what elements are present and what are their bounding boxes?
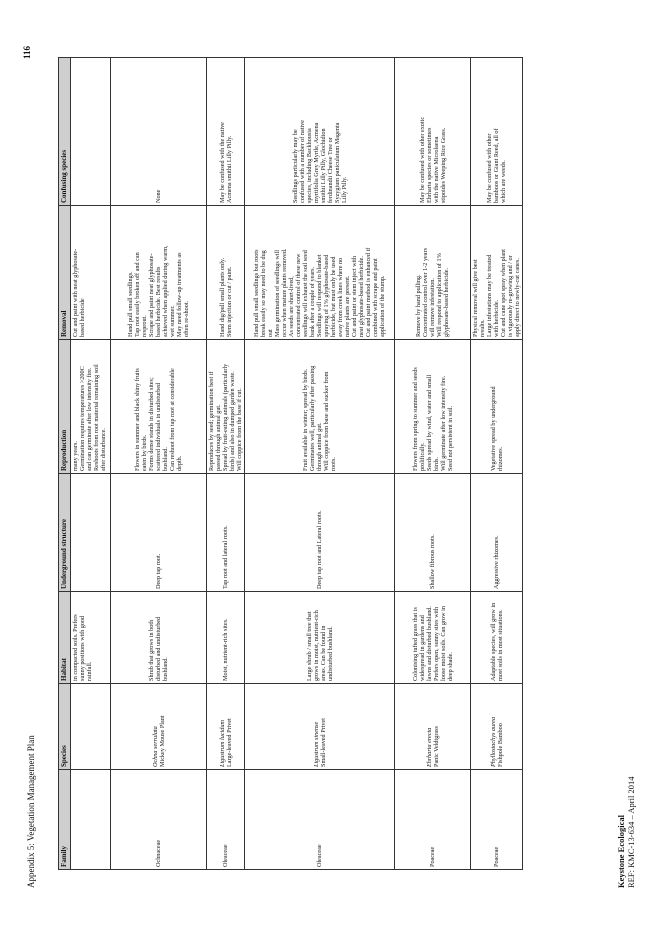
confusing-cell [71, 58, 111, 206]
reproduction-line: Flowers from spring to summer and seeds [411, 367, 419, 471]
habitat-line: undisturbed bushland. [326, 626, 334, 681]
species-scientific-name: Ochna serrulata [151, 726, 159, 767]
habitat-line: rainfall. [86, 661, 93, 681]
removal-cell [471, 206, 523, 340]
species-table [58, 57, 523, 870]
removal-line: bank after a couple of years. [309, 266, 316, 337]
reproduction-line: rhizomes. [496, 446, 504, 471]
reproduction-line: Will germinate after low intensity fire. [439, 375, 447, 471]
table-body [71, 58, 523, 870]
family-cell: Oleaceae [245, 770, 395, 870]
confusing-line: May be confused with other exotic [418, 116, 426, 203]
removal-line: apply direct to newly-cut canes. [514, 258, 521, 337]
removal-cell [71, 206, 111, 340]
removal-line: neat glyphosate-based herbicide. [358, 256, 365, 337]
confusing-line: Acmena smithii Lilly Pilly. [225, 135, 233, 203]
removal-line: away from creek lines where no [337, 257, 344, 337]
confusing-line: with the native Microlaena [432, 136, 440, 203]
confusing-line: confused with a number of native [298, 120, 306, 203]
removal-line: As seeds are short-lived, [288, 276, 295, 337]
removal-line: out [267, 329, 274, 337]
reproduction-line: Reshoots from root material remaining soil [93, 364, 100, 471]
family-cell [71, 770, 111, 870]
removal-line: results. [479, 319, 486, 337]
removal-line: Cut and paint method is enhanced if [365, 247, 372, 337]
removal-line: Cut and paint or stem inject with [351, 255, 358, 337]
underground-line: Tap root and lateral roots. [222, 525, 229, 589]
reproduction-line: eaten by birds. [141, 434, 148, 471]
confusing-cell [111, 58, 207, 206]
habitat-cell [71, 592, 111, 684]
habitat-cell [245, 592, 395, 684]
removal-line: spraying of 1% glyphosate-based [323, 254, 330, 337]
reproduction-line: depth. [176, 455, 183, 471]
removal-line: Stem injection or cut / paint. [225, 266, 233, 337]
col-confusing: Confusing species [59, 58, 71, 206]
removal-line: based herbicide. Best results [155, 266, 162, 337]
habitat-cell [471, 592, 523, 684]
habitat-line: widespread in gardens and [418, 615, 426, 681]
page-number: 116 [22, 46, 32, 60]
reproduction-line: roots. [330, 457, 337, 471]
reproduction-line: bushland. [162, 447, 169, 471]
reproduction-line: prolifically. [418, 442, 426, 471]
removal-line: glyphosate-based herbicide. [443, 267, 450, 337]
species-cell [395, 684, 471, 770]
removal-line: will remove infestation. [429, 278, 436, 337]
habitat-line: areas. Can be found in [319, 625, 327, 681]
reproduction-cell [207, 340, 245, 474]
removal-cell [111, 206, 207, 340]
confusing-line: None [155, 189, 162, 203]
table-row [471, 58, 523, 870]
species-common-name: Panic Veldtgrass [432, 726, 440, 767]
col-underground: Underground structure [59, 474, 71, 592]
confusing-line: ferdinandii Cheese Tree or [326, 137, 334, 203]
removal-line: Cut and cane spot spray when plant [500, 249, 507, 337]
reproduction-cell [471, 340, 523, 474]
col-removal: Removal [59, 206, 71, 340]
habitat-line: bushland. [162, 657, 169, 681]
confusing-line: which are weeds. [500, 160, 507, 203]
species-scientific-name: Ligustrum lucidum [218, 720, 226, 767]
reproduction-line: Flowers in summer and black shiny fruits [134, 368, 141, 471]
habitat-line: disturbed and undisturbed [155, 616, 162, 681]
removal-line: resprout. [141, 315, 148, 337]
removal-line: Concentrated control over 1-2 years [422, 248, 429, 337]
underground-line: Deep tap root. [155, 553, 162, 589]
reproduction-line: Vegetative spread by underground [489, 386, 497, 471]
table-row [245, 58, 395, 870]
removal-line: Tap root easily broken off and can [134, 252, 141, 337]
col-habitat: Habitat [59, 592, 71, 684]
removal-line: Seedlings will respond to blanket [316, 254, 323, 337]
removal-line: wet summer. [169, 305, 176, 337]
reproduction-line: Fruit available in winter; spread by birds. [302, 368, 309, 471]
removal-line: Hand dig/pull small plants only. [218, 257, 226, 337]
footer-company: Keystone Ecological [616, 815, 626, 888]
confusing-line: May be confused with other [486, 133, 493, 203]
reproduction-line: Forms dense stands in disturbed sites; [148, 377, 155, 471]
habitat-line: in compacted soils. Prefers [72, 614, 79, 681]
reproduction-line: scattered individuals in undisturbed [155, 382, 162, 471]
habitat-line: Large shrub / small tree that [305, 611, 313, 681]
underground-line: Shallow fibrous roots. [429, 534, 436, 589]
confusing-line: species, including Backhousia [305, 128, 313, 203]
habitat-line: deep shade. [446, 652, 454, 681]
species-common-name: Small-leaved Privet [319, 718, 327, 767]
habitat-line: grows in moist, nutrient-rich [312, 610, 320, 681]
habitat-line: lawns and disturbed bushland. [425, 606, 433, 681]
reproduction-line: after disturbance. [100, 428, 107, 471]
confusing-cell [245, 58, 395, 206]
reproduction-line: birds) and also in dumped garden waste. [229, 371, 236, 471]
table-row [395, 58, 471, 870]
reproduction-line: Germinates well, particularly after passing [309, 365, 316, 471]
footer [616, 777, 636, 888]
species-scientific-name: Phyllostachys aurea [489, 716, 497, 767]
removal-line: based herbicide [79, 298, 86, 337]
species-cell [71, 684, 111, 770]
species-common-name: Mickey Mouse Plant [158, 715, 166, 767]
removal-line: achieved when applied during warm, [162, 245, 169, 337]
species-scientific-name: Ligustrum sinense [312, 721, 320, 767]
reproduction-line: and can germinate after low intensity fire. [86, 367, 93, 471]
reproduction-cell [71, 340, 111, 474]
removal-line: Hand pull small seedlings. [127, 271, 134, 337]
reproduction-line: Can reshoot from tap root at considerable [169, 368, 176, 471]
removal-line: is vigorously re-growing and / or [507, 255, 514, 337]
confusing-line: stipoides Weeping Rice Grass. [439, 127, 447, 203]
confusing-cell [207, 58, 245, 206]
table-row [111, 58, 207, 870]
col-species: Species [59, 684, 71, 770]
removal-line: Hand pull small seedlings but roots [253, 249, 260, 337]
removal-line: Physical removal will give best [472, 259, 479, 337]
habitat-cell [111, 592, 207, 684]
habitat-line: Moist, nutrient-rich sites. [222, 618, 229, 681]
underground-cell [395, 474, 471, 592]
reproduction-line: birds. [432, 457, 440, 471]
species-cell [111, 684, 207, 770]
habitat-cell [207, 592, 245, 684]
habitat-line: Prefers open, sunny sites with [432, 606, 440, 681]
removal-line: Remove by hand pulling. [415, 274, 422, 337]
reproduction-line: many years. [72, 441, 79, 471]
habitat-line: Adaptable species, will grow in [489, 602, 497, 681]
underground-cell [71, 474, 111, 592]
underground-cell [111, 474, 207, 592]
removal-line: May need follow-up treatments as [176, 252, 183, 337]
underground-line: Aggressive rhizomes. [493, 535, 500, 589]
removal-cell [207, 206, 245, 340]
appendix-title: Appendix 5: Vegetation Management Plan [26, 735, 36, 888]
habitat-line: most soils in most situations. [496, 609, 504, 681]
habitat-line: Shrub that grows in both [148, 619, 155, 681]
habitat-cell [395, 592, 471, 684]
reproduction-cell [111, 340, 207, 474]
reproduction-line: Spread by fruit-eating animals (particularly [222, 363, 229, 471]
confusing-line: May be confused with the native [218, 122, 226, 203]
removal-line: break easily so may need to be dug [260, 250, 267, 337]
habitat-line: Colonising tufted grass that is [411, 607, 419, 681]
reproduction-line: Seed not persistent in soil. [446, 405, 454, 471]
reproduction-cell [245, 340, 395, 474]
removal-line: herbicide, but must only be used [330, 256, 337, 337]
removal-line: application of the stump. [379, 275, 386, 337]
family-cell: Poaceae [395, 770, 471, 870]
table-row [71, 58, 111, 870]
habitat-line: sunny positions with good [79, 615, 86, 681]
removal-line: seedlings will exhaust the soil seed [302, 250, 309, 337]
reproduction-line: Seeds spread by wind, water and small [425, 374, 433, 471]
habitat-line: loose moist soils. Can grow in [439, 606, 447, 681]
removal-line: concentrated control of these new [295, 253, 302, 337]
reproduction-line: Will coppice from base and sucker from [323, 371, 330, 471]
confusing-cell [471, 58, 523, 206]
species-common-name: Fishpole Bamboo [496, 723, 504, 767]
removal-line: with herbicide. [493, 299, 500, 337]
underground-cell [245, 474, 395, 592]
removal-cell [395, 206, 471, 340]
confusing-line: myrtifolia Grey Myrtle, Acmena [312, 122, 320, 203]
confusing-cell [395, 58, 471, 206]
species-cell [207, 684, 245, 770]
removal-line: occur when mature plants removed. [281, 248, 288, 337]
confusing-line: Ehrharta species or sometimes [425, 127, 433, 203]
underground-cell [207, 474, 245, 592]
species-scientific-name: Ehrharta erecta [425, 727, 433, 767]
reproduction-line: through animal gut. [316, 422, 323, 471]
reproduction-line: Will coppice from the base if cut. [236, 388, 243, 471]
species-cell [245, 684, 395, 770]
underground-line: Deep tap root and Lateral roots. [316, 510, 323, 589]
family-cell: Oleaceae [207, 770, 245, 870]
removal-line: Scrape and paint neat glyphosate- [148, 253, 155, 337]
species-cell [471, 684, 523, 770]
footer-ref: REF: KMC-13-634 – April 2014 [626, 776, 636, 888]
confusing-line: bamboos or Giant Reed, all of [493, 128, 500, 203]
confusing-line: Syzygium paniculatum Magenta [333, 122, 341, 203]
col-family: Family [59, 770, 71, 870]
confusing-line: Lilly Pilly. [340, 176, 348, 203]
reproduction-line: Reproduces by seed; germination best if [208, 371, 215, 471]
removal-line: Will respond to application of 1% [436, 253, 443, 337]
reproduction-line: passed through animal gut. [215, 404, 222, 471]
removal-line: Cut and paint with neat glyphosate- [72, 248, 79, 337]
confusing-line: smithii Lilly Pilly, Glochidion [319, 128, 327, 203]
reproduction-cell [395, 340, 471, 474]
reproduction-line: Germination requires temperatures >200C [79, 366, 86, 471]
removal-line: Large infestations may be treated [486, 254, 493, 337]
removal-line: combined with scrape and paint [372, 258, 379, 337]
species-common-name: Large-leaved Privet [225, 718, 233, 767]
family-cell: Ochnaceae [111, 770, 207, 870]
col-reproduction: Reproduction [59, 340, 71, 474]
removal-line: Mass germination of seedlings will [274, 250, 281, 337]
underground-cell [471, 474, 523, 592]
confusing-line: Seedlings particularly may be [291, 129, 299, 203]
removal-line: native plants are present. [344, 275, 351, 337]
table-header-row [59, 58, 71, 870]
family-cell: Poaceae [471, 770, 523, 870]
table-row [207, 58, 245, 870]
removal-line: often re-shoot. [183, 300, 190, 337]
removal-cell [245, 206, 395, 340]
